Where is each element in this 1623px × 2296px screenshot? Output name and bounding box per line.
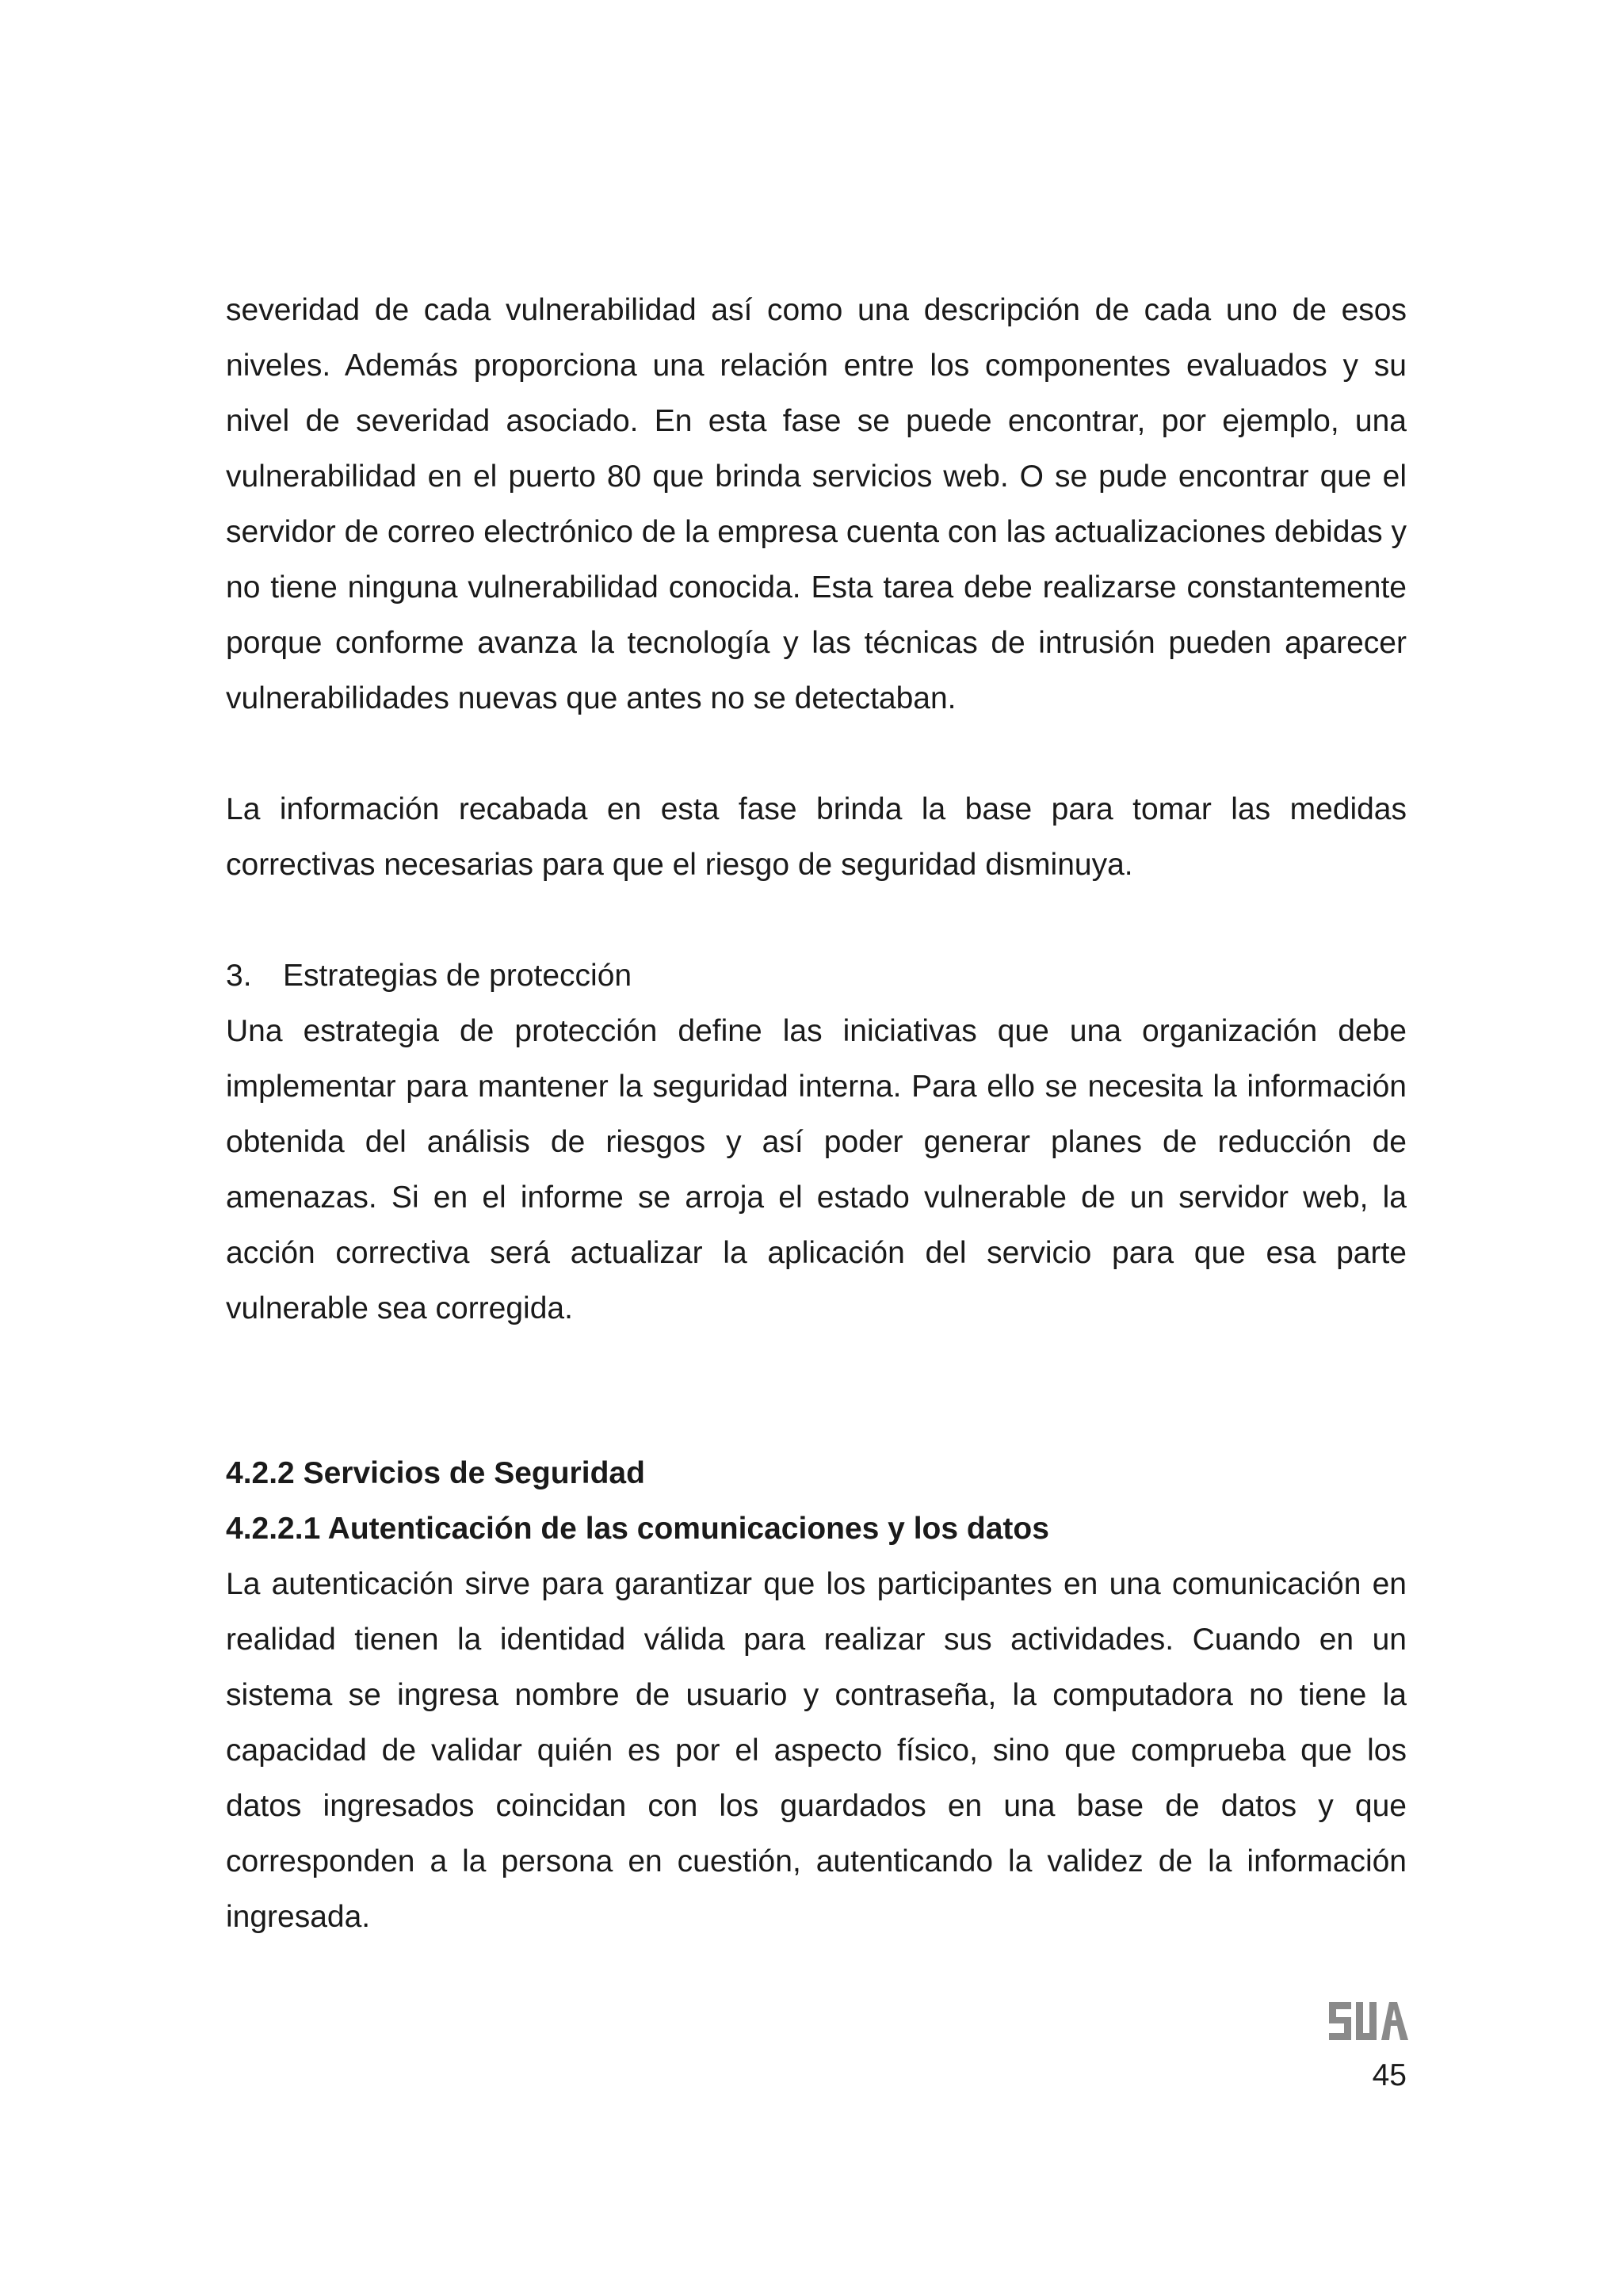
subsection-heading: 4.2.2.1 Autenticación de las comunicaciones y los datos xyxy=(226,1512,1049,1546)
list-number: 3. xyxy=(226,959,252,993)
page-number: 45 xyxy=(1372,2058,1407,2092)
section-heading: 4.2.2 Servicios de Seguridad xyxy=(226,1456,645,1490)
body-paragraph: La autenticación sirve para garantizar que los participantes en una comunicación en realidad tienen la identidad válida para realizar sus actividades. Cuando en un sistema se ingresa nombre de usuario y contraseña, la computadora no tiene la capacidad de validar quién es por el aspecto físico, sino que comprueba que los datos ingresados coincidan con los guardados en una base de datos y que corresponden a la persona en cuestión, autenticando la validez de la información ingresada. xyxy=(226,1567,1407,1934)
body-paragraph: La información recabada en esta fase brinda la base para tomar las medidas correctivas necesarias para que el riesgo de seguridad disminuya. xyxy=(226,792,1407,882)
numbered-list-item xyxy=(226,948,1407,1004)
body-paragraph: Una estrategia de protección define las iniciativas que una organización debe implementar para mantener la seguridad interna. Para ello se necesita la información obtenida del análisis de riesgos y así poder generar planes de reducción de amenazas. Si en el informe se arroja el estado vulnerable de un servidor web, la acción correctiva será actualizar la aplicación del servicio para que esa parte vulnerable sea corregida. xyxy=(226,1014,1407,1325)
body-paragraph: severidad de cada vulnerabilidad así como una descripción de cada uno de esos niveles. Además proporciona una relación entre los componentes evaluados y su nivel de severidad asociado. En esta fase se puede encontrar, por ejemplo, una vulnerabilidad en el puerto 80 que brinda servicios web. O se pude encontrar que el servidor de correo electrónico de la empresa cuenta con las actualizaciones debidas y no tiene ninguna vulnerabilidad conocida. Esta tarea debe realizarse constantemente porque conforme avanza la tecnología y las técnicas de intrusión pueden aparecer vulnerabilidades nuevas que antes no se detectaban. xyxy=(226,293,1407,715)
sua-logo xyxy=(1329,2002,1408,2040)
document-page xyxy=(226,283,1407,1945)
list-item-title: Estrategias de protección xyxy=(283,959,632,993)
